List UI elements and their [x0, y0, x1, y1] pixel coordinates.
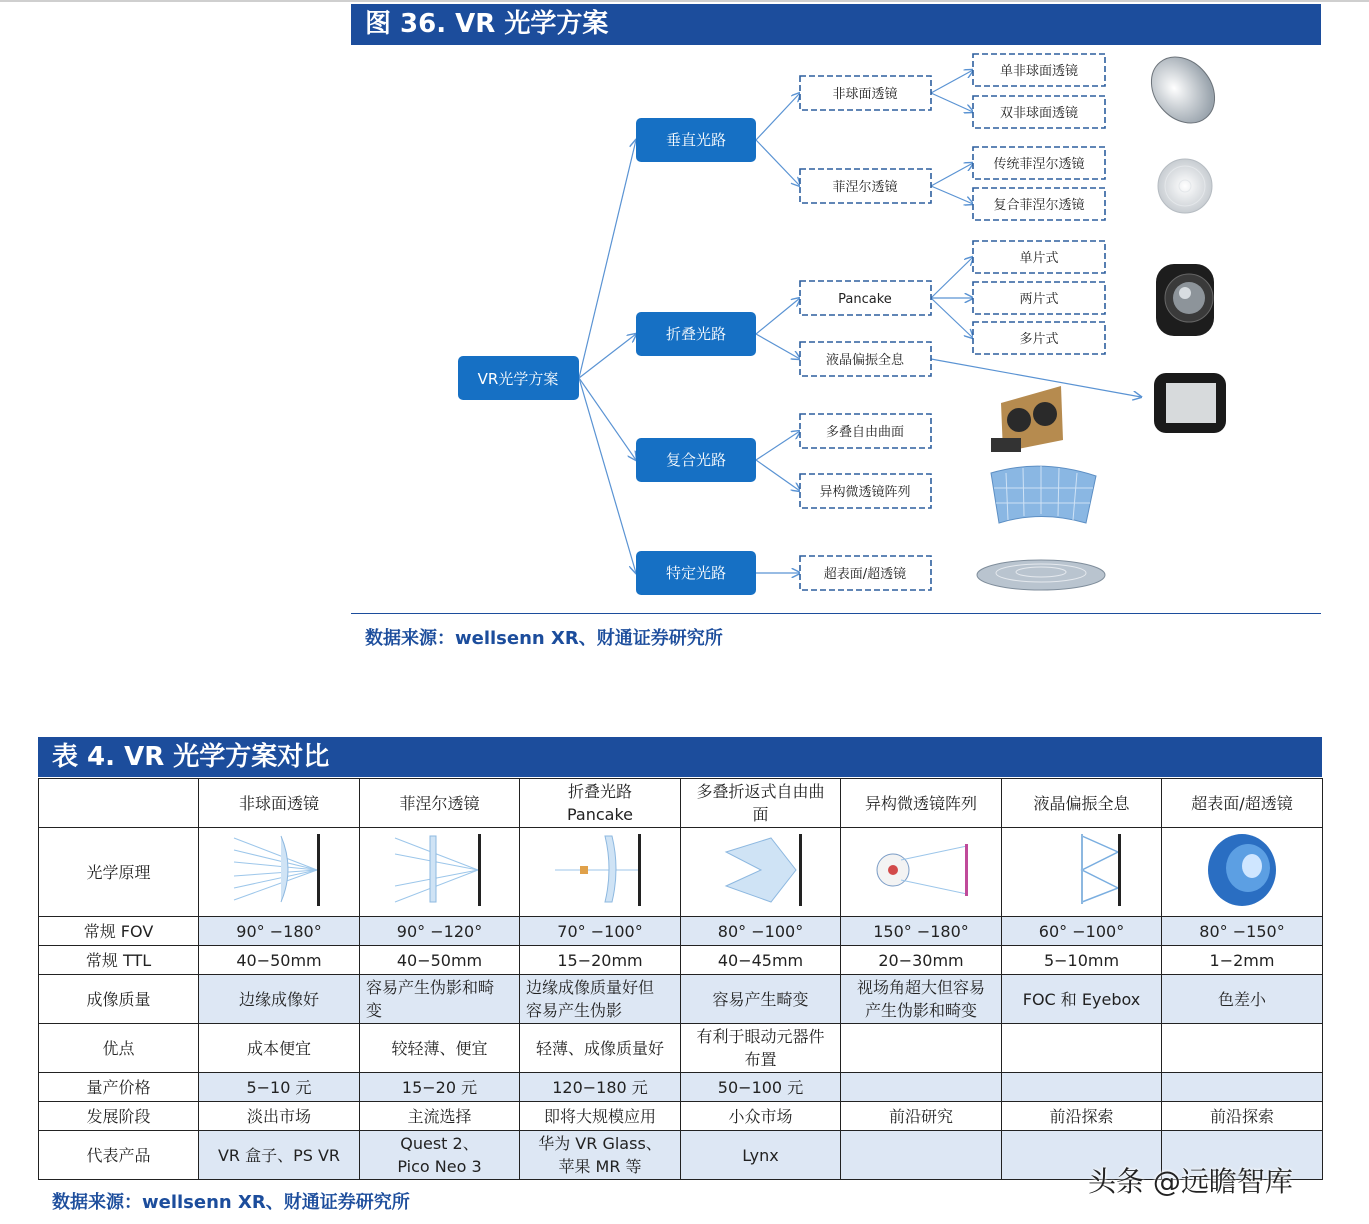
node-multi-freeform: 多叠自由曲面	[825, 425, 905, 440]
node-single-aspheric: 单非球面透镜	[999, 64, 1079, 79]
table-header-row	[39, 779, 1323, 828]
table-cell: 轻薄、成像质量好	[520, 1024, 681, 1073]
node-metasurface: 超表面/超透镜	[823, 567, 907, 582]
node-pancake: Pancake	[838, 292, 892, 307]
table-cell: 边缘成像质量好但 容易产生伪影	[520, 975, 681, 1024]
row-header: 优点	[39, 1024, 199, 1073]
table-cell: 较轻薄、便宜	[360, 1024, 520, 1073]
node-fresnel-lens: 菲涅尔透镜	[832, 180, 898, 195]
column-header: 超表面/超透镜	[1162, 779, 1323, 828]
column-header: 折叠光路 Pancake	[520, 779, 681, 828]
column-header	[39, 779, 199, 828]
pancake-lens-image	[1156, 264, 1214, 336]
column-header: 非球面透镜	[199, 779, 360, 828]
branch-label: 复合光路	[665, 451, 727, 469]
metasurface-principle-diagram	[1162, 828, 1323, 917]
pancake-principle-diagram	[520, 828, 681, 917]
table-row-price	[39, 1073, 1323, 1102]
vr-optics-tree-diagram	[351, 48, 1321, 608]
figure-bottom-rule	[351, 613, 1321, 614]
table-cell: 容易产生伪影和畸 变	[360, 975, 520, 1024]
node-two-piece: 两片式	[1019, 292, 1059, 307]
table-cell: 前沿研究	[841, 1102, 1002, 1131]
aspheric-principle-diagram	[199, 828, 360, 917]
watermark: 头条 @远瞻智库	[1088, 1165, 1293, 1198]
node-compound-fresnel: 复合菲涅尔透镜	[993, 198, 1085, 213]
table-cell: 90° −120°	[360, 917, 520, 946]
row-header: 代表产品	[39, 1131, 199, 1180]
microlens-array-image	[991, 466, 1096, 523]
row-header: 光学原理	[39, 828, 199, 917]
row-header: 常规 FOV	[39, 917, 199, 946]
branch-node-folded	[636, 312, 756, 356]
table-cell	[841, 1073, 1002, 1102]
table-cell: 80° −100°	[681, 917, 841, 946]
table-cell: 视场角超大但容易 产生伪影和畸变	[841, 975, 1002, 1024]
table-cell: 50−100 元	[681, 1073, 841, 1102]
table-cell: 20−30mm	[841, 946, 1002, 975]
table-cell: 15−20 元	[360, 1073, 520, 1102]
table-cell	[841, 1131, 1002, 1180]
row-header: 量产价格	[39, 1073, 199, 1102]
node-double-aspheric: 双非球面透镜	[999, 106, 1079, 121]
comparison-table	[38, 778, 1323, 1180]
table-cell: 70° −100°	[520, 917, 681, 946]
column-header: 菲涅尔透镜	[360, 779, 520, 828]
table-source: 数据来源：wellsenn XR、财通证券研究所	[52, 1192, 410, 1213]
table-cell	[1162, 1024, 1323, 1073]
table-cell: 40−50mm	[360, 946, 520, 975]
root-node-label: VR光学方案	[477, 370, 559, 388]
table-row-ttl	[39, 946, 1323, 975]
fresnel-principle-diagram	[360, 828, 520, 917]
table-cell	[841, 1024, 1002, 1073]
node-aspheric-lens: 非球面透镜	[832, 87, 898, 102]
branch-label: 折叠光路	[665, 325, 727, 343]
table-row-fov	[39, 917, 1323, 946]
table-cell: 有利于眼动元器件 布置	[681, 1024, 841, 1073]
table-cell: 华为 VR Glass、 苹果 MR 等	[520, 1131, 681, 1180]
table-cell: 小众市场	[681, 1102, 841, 1131]
branch-label: 垂直光路	[665, 131, 727, 149]
table-cell: 边缘成像好	[199, 975, 360, 1024]
table-cell: 120−180 元	[520, 1073, 681, 1102]
branch-node-specific	[636, 551, 756, 595]
table-cell: 40−50mm	[199, 946, 360, 975]
table-cell: 150° −180°	[841, 917, 1002, 946]
figure-source: 数据来源：wellsenn XR、财通证券研究所	[365, 628, 723, 649]
table-cell: 1−2mm	[1162, 946, 1323, 975]
table-cell: 5−10mm	[1002, 946, 1162, 975]
aspheric-lens-image	[1138, 48, 1227, 136]
figure-title: 图 36. VR 光学方案	[351, 4, 1321, 45]
table-cell: 即将大规模应用	[520, 1102, 681, 1131]
table-cell: 容易产生畸变	[681, 975, 841, 1024]
node-single-piece: 单片式	[1019, 251, 1059, 266]
table-cell	[1002, 1024, 1162, 1073]
table-cell: Lynx	[681, 1131, 841, 1180]
table-title: 表 4. VR 光学方案对比	[38, 737, 1322, 777]
table-row-advantages	[39, 1024, 1323, 1073]
row-header: 成像质量	[39, 975, 199, 1024]
branch-label: 特定光路	[665, 564, 727, 582]
branch-node-composite	[636, 438, 756, 482]
table-cell: FOC 和 Eyebox	[1002, 975, 1162, 1024]
table-cell: 15−20mm	[520, 946, 681, 975]
node-lc-polarization-holo: 液晶偏振全息	[825, 353, 905, 368]
fresnel-lens-image	[1158, 159, 1212, 213]
metasurface-lens-image	[977, 560, 1105, 590]
table-cell: Quest 2、 Pico Neo 3	[360, 1131, 520, 1180]
column-header: 异构微透镜阵列	[841, 779, 1002, 828]
table-cell: 前沿探索	[1162, 1102, 1323, 1131]
table-cell: 成本便宜	[199, 1024, 360, 1073]
microlens-principle-diagram	[841, 828, 1002, 917]
table-cell: 5−10 元	[199, 1073, 360, 1102]
table-row-image-quality	[39, 975, 1323, 1024]
table-cell: 40−45mm	[681, 946, 841, 975]
lc-holo-principle-diagram	[1002, 828, 1162, 917]
table-cell: 前沿探索	[1002, 1102, 1162, 1131]
root-node	[458, 356, 579, 400]
table-cell: 60° −100°	[1002, 917, 1162, 946]
column-header: 液晶偏振全息	[1002, 779, 1162, 828]
table-cell: VR 盒子、PS VR	[199, 1131, 360, 1180]
node-microlens-array: 异构微透镜阵列	[819, 485, 911, 500]
freeform-principle-diagram	[681, 828, 841, 917]
table-cell	[1002, 1073, 1162, 1102]
node-traditional-fresnel: 传统菲涅尔透镜	[993, 157, 1085, 172]
freeform-device-image	[991, 386, 1063, 452]
top-divider	[0, 0, 1369, 2]
table-cell: 色差小	[1162, 975, 1323, 1024]
branch-node-vertical	[636, 118, 756, 162]
node-multi-piece: 多片式	[1019, 332, 1059, 347]
lc-holo-glasses-image	[1154, 373, 1226, 433]
table-cell: 主流选择	[360, 1102, 520, 1131]
table-cell: 淡出市场	[199, 1102, 360, 1131]
column-header: 多叠折返式自由曲 面	[681, 779, 841, 828]
row-header: 常规 TTL	[39, 946, 199, 975]
table-row-stage	[39, 1102, 1323, 1131]
row-header: 发展阶段	[39, 1102, 199, 1131]
table-cell: 90° −180°	[199, 917, 360, 946]
table-cell	[1162, 1073, 1323, 1102]
table-cell: 80° −150°	[1162, 917, 1323, 946]
table-row-principle	[39, 828, 1323, 917]
